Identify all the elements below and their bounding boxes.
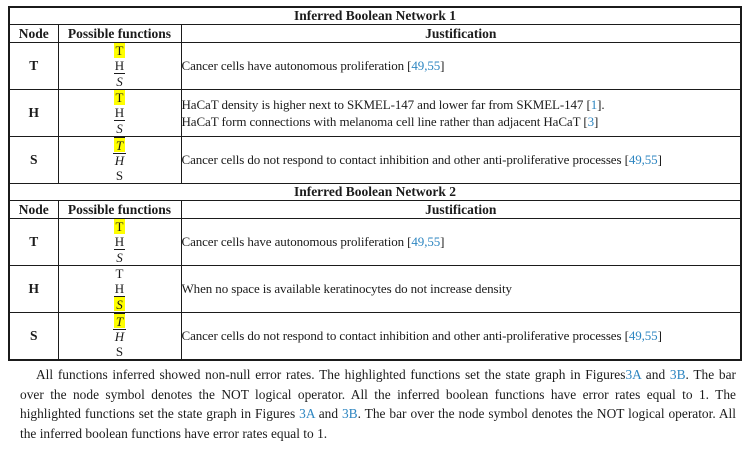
figure-link[interactable]: 3B [341, 406, 358, 422]
figure-link[interactable]: 3A [625, 367, 642, 382]
function-symbol: H [114, 58, 125, 74]
justification-text: Cancer cells have autonomous proliferation [ [181, 234, 412, 250]
justification-text: ] [440, 58, 445, 74]
justification-text: ] [657, 152, 662, 168]
justification-text: Cancer cells have autonomous proliferation [ [181, 58, 412, 74]
column-header-node: Node [9, 25, 58, 43]
node-label: H [9, 90, 58, 137]
function-symbol-highlighted: T [115, 219, 124, 235]
node-label: S [9, 313, 58, 361]
citation-link[interactable]: 49,55 [411, 234, 441, 250]
justification-text: Cancer cells do not respond to contact inhibition and other anti-proliferative processes [ [181, 152, 629, 168]
caption-text: . The bar over the node symbol denotes the NOT logical operator. All the inferred boolean functions have error rates equal to 1. The highlighted functions set the state graph in Figures [20, 367, 736, 422]
caption-text: . The bar over the node symbol denotes the NOT logical operator. All the inferred boolean functions have error rates equal to 1. [20, 406, 737, 441]
function-symbol: H [114, 234, 125, 250]
justification-text: Cancer cells do not respond to contact inhibition and other anti-proliferative processes [ [181, 328, 629, 344]
function-symbol-negated: H [114, 153, 125, 168]
figure-link[interactable]: 3B [669, 367, 686, 382]
column-header-node: Node [9, 201, 58, 219]
network2-title: Inferred Boolean Network 2 [9, 184, 741, 201]
possible-functions-cell [58, 137, 181, 184]
caption-text: All functions inferred showed non-null error rates. The highlighted functions set the state graph in Figures [36, 367, 626, 382]
function-symbol: T [115, 266, 124, 282]
function-symbol-negated: S [116, 120, 123, 136]
function-symbol-negated: S [116, 249, 123, 265]
function-symbol-negated-highlighted: T [115, 137, 124, 153]
justification-text: HaCaT form connections with melanoma cell line rather than adjacent HaCaT [ [181, 114, 588, 129]
table-row [9, 137, 741, 184]
justification-cell [181, 266, 741, 313]
figure-link[interactable]: 3A [299, 406, 315, 422]
possible-functions-cell [58, 266, 181, 313]
justification-text: ]. [597, 96, 605, 112]
citation-link[interactable]: 1 [590, 96, 598, 112]
citation-link[interactable]: 49,55 [411, 58, 441, 74]
function-symbol-negated-highlighted: S [116, 296, 123, 312]
node-label: S [9, 137, 58, 184]
column-header-justification: Justification [181, 25, 741, 43]
function-symbol: H [114, 105, 125, 121]
function-symbol-negated: S [116, 73, 123, 89]
network1-title-row [9, 7, 741, 25]
column-header-functions: Possible functions [58, 201, 181, 219]
table-row [9, 90, 741, 137]
function-symbol: S [115, 168, 124, 183]
table-caption [20, 365, 736, 443]
possible-functions-cell [58, 43, 181, 90]
justification-cell [181, 90, 741, 137]
network2-title-row [9, 184, 741, 201]
caption-text: and [314, 406, 342, 422]
network2-header-row [9, 201, 741, 219]
possible-functions-cell [58, 90, 181, 137]
justification-cell [181, 137, 741, 184]
network1-title: Inferred Boolean Network 1 [9, 7, 741, 25]
function-symbol-highlighted: T [115, 43, 124, 59]
justification-text: HaCaT density is higher next to SKMEL-147 and lower far from SKMEL-147 [ [181, 96, 591, 112]
caption-text: and [641, 367, 670, 382]
node-label: T [9, 219, 58, 266]
boolean-network-table [8, 6, 742, 361]
justification-text: ] [593, 114, 599, 129]
justification-cell [181, 43, 741, 90]
citation-link[interactable]: 3 [587, 114, 594, 129]
justification-cell [181, 313, 741, 361]
column-header-justification: Justification [181, 201, 741, 219]
table-row [9, 266, 741, 313]
table-row [9, 219, 741, 266]
node-label: T [9, 43, 58, 90]
function-symbol: H [114, 281, 125, 297]
function-symbol-negated: H [114, 329, 125, 344]
citation-link[interactable]: 49,55 [628, 328, 658, 344]
function-symbol-negated-highlighted: T [115, 313, 124, 329]
citation-link[interactable]: 49,55 [628, 152, 658, 168]
possible-functions-cell [58, 219, 181, 266]
function-symbol-highlighted: T [115, 90, 124, 106]
justification-text: ] [440, 234, 445, 250]
column-header-functions: Possible functions [58, 25, 181, 43]
justification-text: When no space is available keratinocytes do not increase density [181, 281, 512, 297]
table-row [9, 313, 741, 361]
node-label: H [9, 266, 58, 313]
function-symbol: S [115, 344, 124, 359]
justification-text: ] [657, 328, 662, 344]
possible-functions-cell [58, 313, 181, 361]
justification-cell [181, 219, 741, 266]
network1-header-row [9, 25, 741, 43]
table-row [9, 43, 741, 90]
